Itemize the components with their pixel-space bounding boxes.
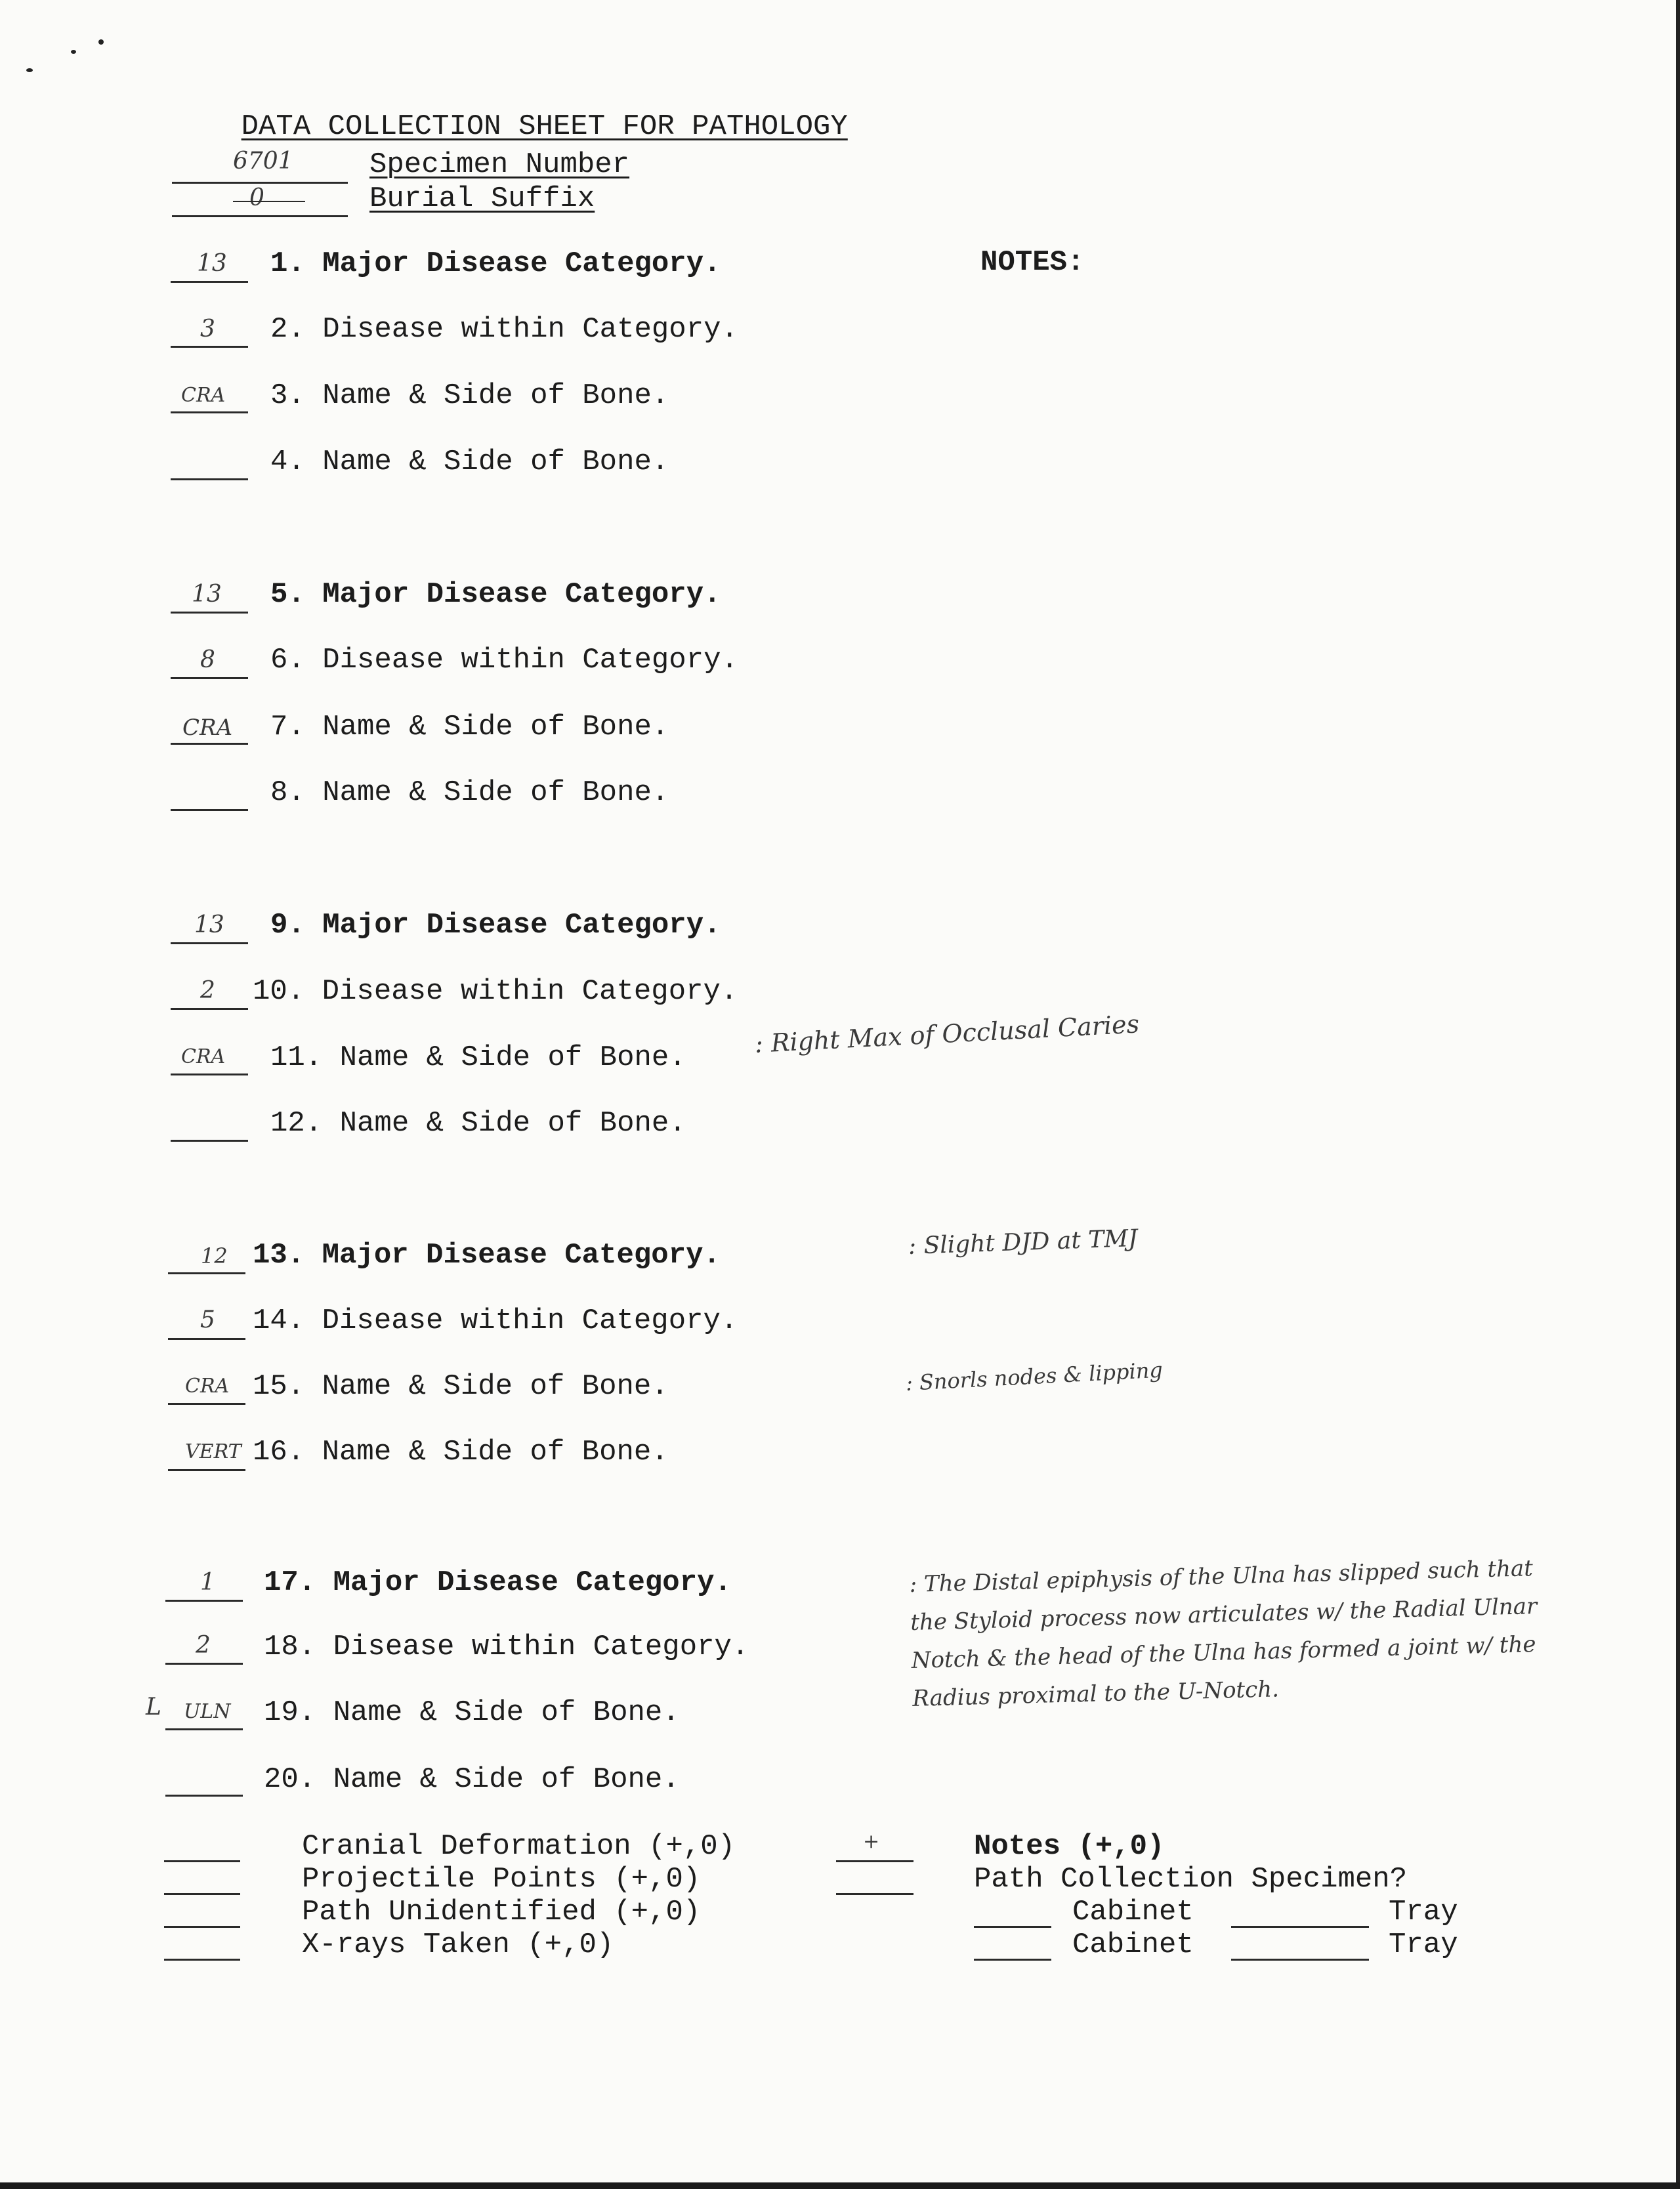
burial-suffix-value: 0: [249, 184, 264, 211]
item-1-value: 13: [197, 250, 227, 277]
item-4-label: 4. Name & Side of Bone.: [270, 446, 669, 478]
item-14-label: 14. Disease within Category.: [253, 1304, 738, 1337]
item-8-line: [171, 809, 248, 811]
burial-suffix-strike: [233, 201, 305, 202]
cabinet-2-label: Cabinet: [1072, 1928, 1194, 1961]
item-15-line: [168, 1403, 245, 1405]
item-3-line: [171, 411, 248, 413]
path-collection-line: [836, 1893, 914, 1895]
item-1-label: 1. Major Disease Category.: [270, 247, 721, 280]
item-5-value: 13: [192, 581, 222, 608]
item-16-line: [168, 1469, 245, 1471]
cranial-deformation-label: Cranial Deformation (+,0): [302, 1830, 736, 1863]
item-19-label: 19. Name & Side of Bone.: [264, 1696, 680, 1729]
projectile-points-line: [164, 1893, 240, 1895]
cranial-deformation-line: [164, 1860, 240, 1862]
item-3-value: CRA: [181, 384, 226, 407]
item-13-line: [168, 1272, 245, 1274]
burial-suffix-line: [172, 215, 348, 217]
item-7-value: CRA: [182, 715, 233, 741]
path-unidentified-label: Path Unidentified (+,0): [302, 1896, 701, 1928]
tray-2-line: [1231, 1959, 1369, 1961]
item-11-line: [171, 1074, 248, 1075]
notes-check-value: +: [863, 1830, 880, 1853]
item-5-label: 5. Major Disease Category.: [270, 578, 721, 611]
tray-1-label: Tray: [1389, 1896, 1458, 1928]
item-6-label: 6. Disease within Category.: [270, 644, 738, 677]
cabinet-1-line: [974, 1926, 1051, 1928]
cabinet-1-label: Cabinet: [1072, 1896, 1194, 1928]
path-collection-label: Path Collection Specimen?: [974, 1863, 1408, 1896]
item-17-line: [165, 1600, 243, 1602]
projectile-points-label: Projectile Points (+,0): [302, 1863, 701, 1896]
item-9-value: 13: [194, 911, 224, 938]
item-13-note: : Slight DJD at TMJ: [908, 1224, 1139, 1260]
specimen-number-label: Specimen Number: [369, 148, 630, 181]
item-13-value: 12: [201, 1243, 228, 1268]
item-18-line: [165, 1663, 243, 1665]
item-15-label: 15. Name & Side of Bone.: [253, 1370, 669, 1403]
item-19-line: [165, 1728, 243, 1730]
item-14-value: 5: [200, 1306, 215, 1333]
burial-suffix-label: Burial Suffix: [369, 182, 595, 215]
item-8-label: 8. Name & Side of Bone.: [270, 776, 669, 809]
notes-check-line: [836, 1860, 914, 1862]
note-line-2: the Styloid process now articulates w/ the Radial Ulnar: [910, 1593, 1538, 1636]
item-17-label: 17. Major Disease Category.: [264, 1566, 732, 1599]
item-3-label: 3. Name & Side of Bone.: [270, 379, 669, 412]
item-4-line: [171, 478, 248, 480]
item-2-line: [171, 346, 248, 348]
item-15-value: CRA: [185, 1375, 230, 1398]
note-line-1: : The Distal epiphysis of the Ulna has slipped such that: [909, 1555, 1534, 1598]
notes-heading: NOTES:: [980, 246, 1085, 279]
item-13-label: 13. Major Disease Category.: [253, 1239, 721, 1272]
item-7-label: 7. Name & Side of Bone.: [270, 711, 669, 743]
xrays-taken-line: [164, 1959, 240, 1961]
item-16-value: VERT: [185, 1440, 242, 1463]
item-20-label: 20. Name & Side of Bone.: [264, 1763, 680, 1796]
item-6-value: 8: [200, 646, 215, 673]
item-11-value: CRA: [181, 1045, 226, 1068]
specimen-number-line: [172, 182, 348, 184]
item-17-value: 1: [200, 1569, 215, 1596]
item-15-note: : Snorls nodes & lipping: [905, 1357, 1164, 1396]
item-9-label: 9. Major Disease Category.: [270, 909, 721, 942]
item-20-line: [165, 1795, 243, 1797]
item-12-line: [171, 1140, 248, 1142]
item-10-line: [171, 1008, 248, 1010]
item-19-value: ULN: [184, 1700, 231, 1723]
note-line-4: Radius proximal to the U-Notch.: [912, 1676, 1280, 1712]
item-17-note: [909, 1549, 1540, 1718]
item-1-line: [171, 281, 248, 283]
scan-edge-right: [1676, 0, 1680, 2189]
item-7-line: [171, 743, 248, 745]
note-line-3: Notch & the head of the Ulna has formed a joint w/ the: [911, 1631, 1536, 1674]
item-5-line: [171, 612, 248, 614]
specimen-number-value: 6701: [233, 148, 293, 175]
item-12-label: 12. Name & Side of Bone.: [270, 1107, 686, 1140]
item-10-label: 10. Disease within Category.: [253, 975, 738, 1008]
notes-plus-zero-label: Notes (+,0): [974, 1830, 1165, 1863]
item-18-label: 18. Disease within Category.: [264, 1631, 749, 1663]
scan-edge-bottom: [0, 2182, 1680, 2189]
item-10-value: 2: [200, 977, 215, 1004]
tray-1-line: [1231, 1926, 1369, 1928]
item-19-prefix: L: [146, 1694, 161, 1720]
item-9-line: [171, 942, 248, 944]
xrays-taken-label: X-rays Taken (+,0): [302, 1928, 614, 1961]
item-14-line: [168, 1338, 245, 1340]
item-18-value: 2: [196, 1632, 211, 1659]
item-11-note: : Right Max of Occlusal Caries: [753, 1009, 1141, 1058]
item-6-line: [171, 677, 248, 679]
item-2-label: 2. Disease within Category.: [270, 313, 738, 346]
title-word: DATA COLLECTION SHEET FOR PATHOLOGY: [241, 110, 848, 143]
cabinet-2-line: [974, 1959, 1051, 1961]
scan-speck: [71, 50, 76, 54]
path-unidentified-line: [164, 1926, 240, 1928]
item-11-label: 11. Name & Side of Bone.: [270, 1041, 686, 1074]
scan-speck: [26, 68, 33, 72]
item-16-label: 16. Name & Side of Bone.: [253, 1436, 669, 1469]
item-2-value: 3: [200, 316, 215, 343]
scan-speck: [98, 39, 104, 45]
tray-2-label: Tray: [1389, 1928, 1458, 1961]
